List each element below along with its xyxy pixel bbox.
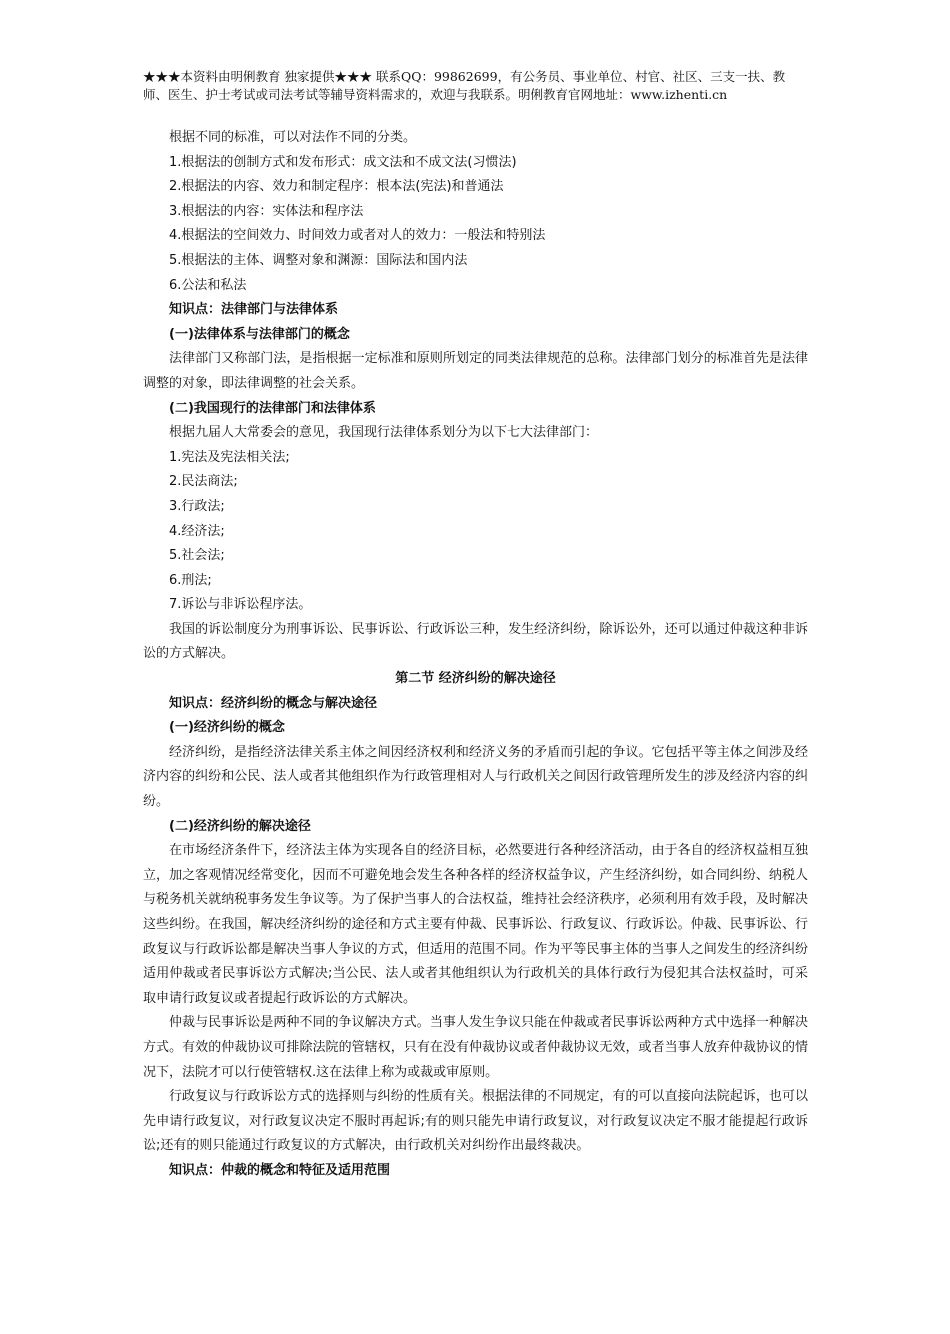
classification-item: 4.根据法的空间效力、时间效力或者对人的效力：一般法和特别法 <box>169 228 546 244</box>
paragraph: 我国的诉讼制度分为刑事诉讼、民事诉讼、行政诉讼三种，发生经济纠纷，除诉讼外，还可以通过仲裁这种非诉讼的方式解决。 <box>143 621 808 662</box>
knowledge-point-heading: 知识点：法律部门与法律体系 <box>169 302 339 318</box>
paragraph: 法律部门又称部门法，是指根据一定标准和原则所划定的同类法律规范的总称。法律部门划分的标准首先是法律调整的对象，即法律调整的社会关系。 <box>143 351 808 391</box>
department-item: 6.刑法; <box>169 572 212 588</box>
paragraph: 根据九届人大常委会的意见，我国现行法律体系划分为以下七大法律部门： <box>169 425 599 441</box>
department-item: 7.诉讼与非诉讼程序法。 <box>169 597 312 613</box>
paragraph: 在市场经济条件下，经济法主体为实现各自的经济目标，必然要进行各种经济活动，由于各自的经济权益相互独立，加之客观情况经常变化，因而不可避免地会发生各种各样的经济权益争议，产生经济纠纷，如合同纠纷、纳税人与税务机关就纳税事务发生争议等。为了保护当事人的合法权益，维持社会经济秩序，必须利用有效手段，及时解决这些纠纷。在我国，解决经济纠纷的途径和方式主要有仲裁、民事诉讼、行政复议、行政诉讼。仲裁、民事诉讼、行政复议与行政诉讼都是解决当事人争议的方式，但适用的范围不同。作为平等民事主体的当事人之间发生的经济纠纷适用仲裁或者民事诉讼方式解决;当公民、法人或者其他组织认为行政机关的具体行政行为侵犯其合法权益时，可采取申请行政复议或者提起行政诉讼的方式解决。 <box>143 843 808 1006</box>
subheading: (一)法律体系与法律部门的概念 <box>169 326 350 342</box>
knowledge-point-heading: 知识点：经济纠纷的概念与解决途径 <box>169 695 378 711</box>
department-item: 2.民法商法; <box>169 474 238 490</box>
subheading: (二)我国现行的法律部门和法律体系 <box>169 400 376 416</box>
classification-item: 2.根据法的内容、效力和制定程序：根本法(宪法)和普通法 <box>169 179 504 195</box>
page-header-notice: ★★★本资料由明俐教育 独家提供★★★ 联系QQ：99862699，有公务员、事业单位、村官、社区、三支一扶、教师、医生、护士考试或司法考试等辅导资料需求的，欢迎与我联系。明俐教育官网地址：www.izhenti.cn <box>143 69 786 102</box>
classification-item: 6.公法和私法 <box>169 277 247 293</box>
subheading: (一)经济纠纷的概念 <box>169 720 285 736</box>
paragraph: 仲裁与民事诉讼是两种不同的争议解决方式。当事人发生争议只能在仲裁或者民事诉讼两种方式中选择一种解决方式。有效的仲裁协议可排除法院的管辖权，只有在没有仲裁协议或者仲裁协议无效，或者当事人放弃仲裁协议的情况下，法院才可以行使管辖权.这在法律上称为或裁或审原则。 <box>143 1015 808 1080</box>
classification-item: 1.根据法的创制方式和发布形式：成文法和不成文法(习惯法) <box>169 154 517 170</box>
classification-item: 5.根据法的主体、调整对象和渊源：国际法和国内法 <box>169 252 468 268</box>
department-item: 1.宪法及宪法相关法; <box>169 449 290 465</box>
document-body <box>143 126 808 1184</box>
intro-paragraph: 根据不同的标准，可以对法作不同的分类。 <box>169 130 417 145</box>
knowledge-point-heading: 知识点：仲裁的概念和特征及适用范围 <box>169 1162 391 1178</box>
department-item: 3.行政法; <box>169 498 225 514</box>
paragraph: 经济纠纷，是指经济法律关系主体之间因经济权利和经济义务的矛盾而引起的争议。它包括平等主体之间涉及经济内容的纠纷和公民、法人或者其他组织作为行政管理相对人与行政机关之间因行政管理所发生的涉及经济内容的纠纷。 <box>143 744 808 810</box>
department-item: 4.经济法; <box>169 523 225 539</box>
classification-item: 3.根据法的内容：实体法和程序法 <box>169 203 364 219</box>
subheading: (二)经济纠纷的解决途径 <box>169 818 311 834</box>
department-item: 5.社会法; <box>169 548 225 564</box>
section-title: 第二节 经济纠纷的解决途径 <box>395 671 556 687</box>
paragraph: 行政复议与行政诉讼方式的选择则与纠纷的性质有关。根据法律的不同规定，有的可以直接向法院起诉，也可以先申请行政复议，对行政复议决定不服时再起诉;有的则只能先申请行政复议，对行政复议决定不服才能提起行政诉讼;还有的则只能通过行政复议的方式解决，由行政机关对纠纷作出最终裁决。 <box>143 1089 808 1154</box>
